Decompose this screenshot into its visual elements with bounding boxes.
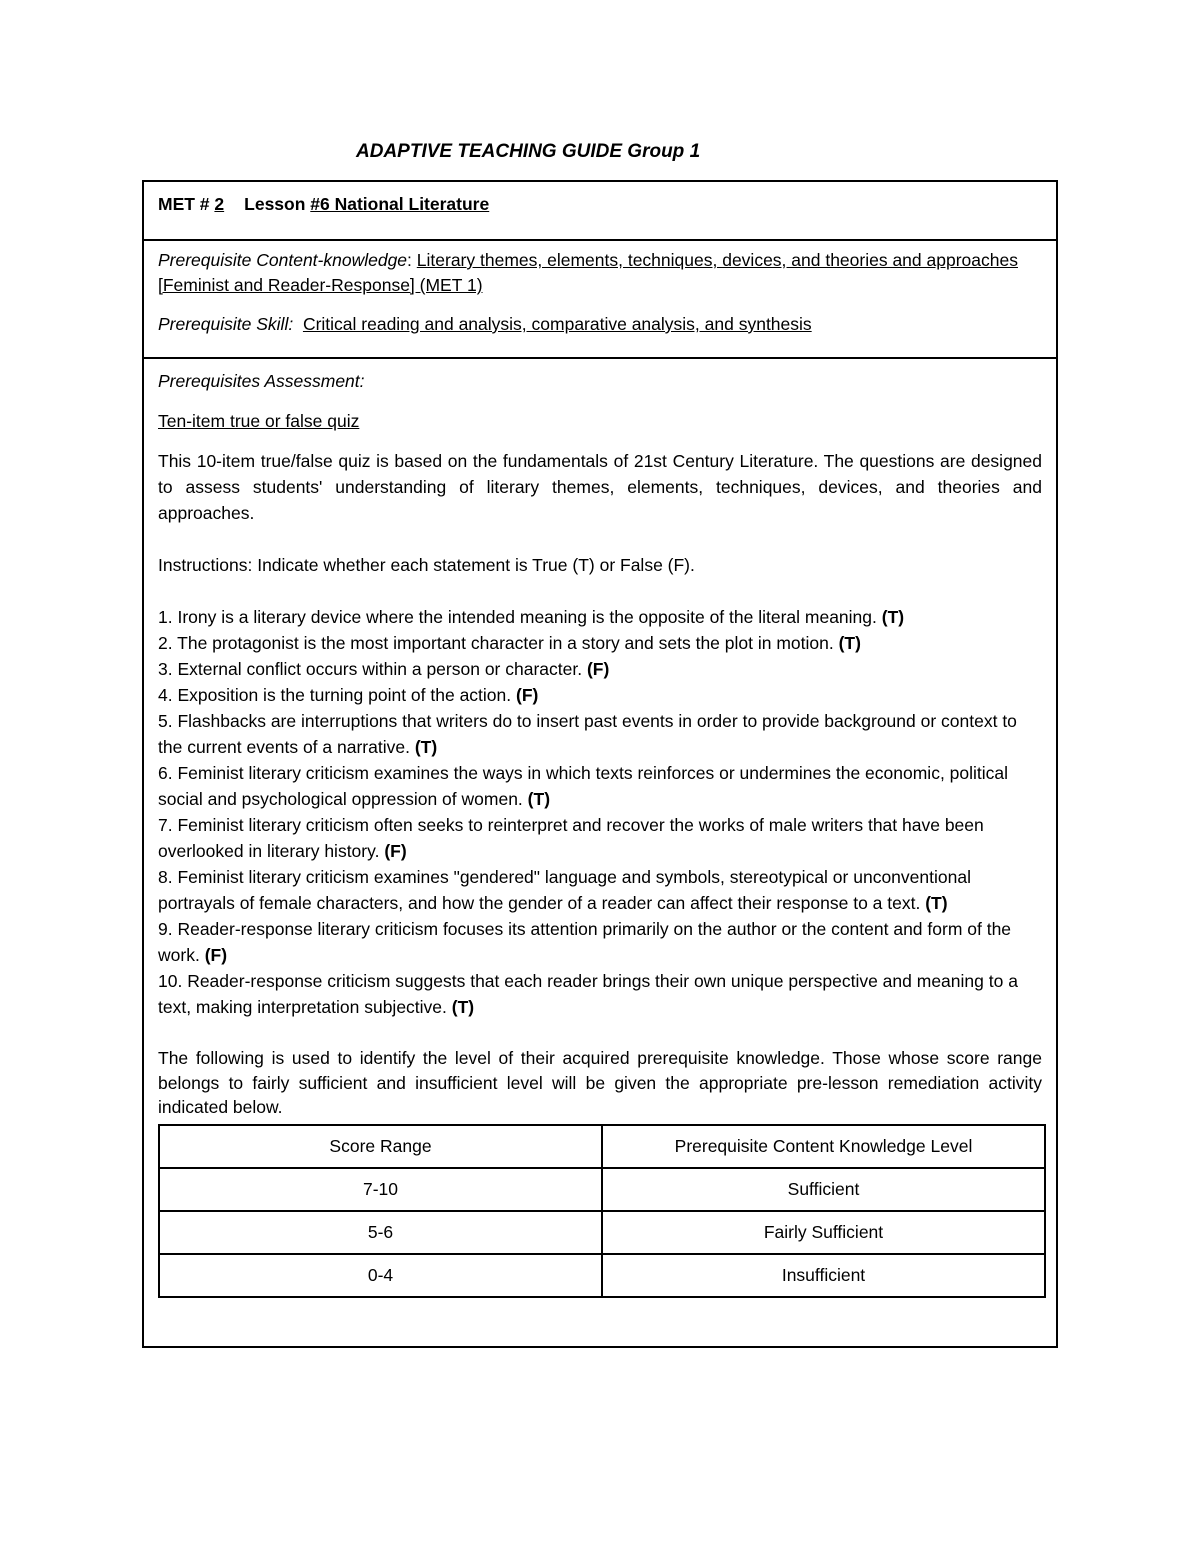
table-cell-score: 5-6 xyxy=(159,1211,602,1254)
prerequisite-content-label: Prerequisite Content-knowledge xyxy=(158,250,408,270)
question-item xyxy=(158,708,1042,760)
question-text: 1. Irony is a literary device where the intended meaning is the opposite of the literal meaning. xyxy=(158,607,877,627)
lesson-label: Lesson xyxy=(244,194,311,214)
prerequisite-skill-value: Critical reading and analysis, comparative analysis, and synthesis xyxy=(302,314,812,334)
table-cell-level: Sufficient xyxy=(602,1168,1045,1211)
prerequisite-content: Prerequisite Content-knowledge: Literary themes, elements, techniques, devices, and theories and approaches [Feminist and Reader-Response] (MET 1) xyxy=(158,250,1018,295)
table-header-cell: Prerequisite Content Knowledge Level xyxy=(602,1125,1045,1168)
table-cell-score: 0-4 xyxy=(159,1254,602,1297)
table-header-row xyxy=(159,1125,1045,1168)
question-item xyxy=(158,812,1042,864)
question-answer: (T) xyxy=(527,789,551,809)
question-text: 3. External conflict occurs within a person or character. xyxy=(158,659,583,679)
lesson-header xyxy=(144,182,1056,241)
prerequisite-skill-label: Prerequisite Skill: xyxy=(158,314,294,334)
question-answer: (T) xyxy=(925,893,948,913)
question-text: 4. Exposition is the turning point of the action. xyxy=(158,685,512,705)
document-title: ADAPTIVE TEACHING GUIDE Group 1 xyxy=(356,141,701,162)
question-text: 7. Feminist literary criticism often seeks to reinterpret and recover the works of male writers that have been overlooked in literary history. xyxy=(158,815,984,861)
question-item xyxy=(158,968,1042,1020)
quiz-description: This 10-item true/false quiz is based on the fundamentals of 21st Century Literature. The questions are designed to assess students' understanding of literary themes, elements, techniques, devices, and theories and approaches. xyxy=(158,451,1042,523)
question-item xyxy=(158,604,1042,630)
prerequisites-section xyxy=(144,241,1056,359)
question-text: 2. The protagonist is the most important character in a story and sets the plot in motion. xyxy=(158,633,834,653)
question-answer: (T) xyxy=(451,997,475,1017)
guide-frame xyxy=(142,180,1058,1348)
question-item xyxy=(158,760,1042,812)
question-answer: (F) xyxy=(384,841,407,861)
question-item xyxy=(158,682,1042,708)
question-item xyxy=(158,630,1042,656)
table-cell-level: Insufficient xyxy=(602,1254,1045,1297)
question-item xyxy=(158,864,1042,916)
question-list xyxy=(158,604,1042,1020)
question-answer: (T) xyxy=(838,633,861,653)
prerequisite-content-value: Literary themes, elements, techniques, devices, and theories and approaches [Feminist and Reader-Response] (MET 1) xyxy=(158,250,1018,295)
question-text: 9. Reader-response literary criticism focuses its attention primarily on the author or the content and form of the work. xyxy=(158,919,1012,965)
met-label: MET # xyxy=(158,194,215,214)
table-cell-level: Fairly Sufficient xyxy=(602,1211,1045,1254)
prerequisite-skill xyxy=(158,312,1042,337)
question-answer: (F) xyxy=(586,659,610,679)
question-text: 6. Feminist literary criticism examines the ways in which texts reinforces or undermines the economic, political social and psychological oppression of women. xyxy=(158,763,1009,809)
question-item xyxy=(158,656,1042,682)
assessment-section xyxy=(144,359,1056,1346)
quiz-instructions: Instructions: Indicate whether each statement is True (T) or False (F). xyxy=(158,555,695,575)
question-answer: (F) xyxy=(204,945,228,965)
question-text: 10. Reader-response criticism suggests that each reader brings their own unique perspective and meaning to a text, making interpretation subjective. xyxy=(158,971,1018,1017)
table-row xyxy=(159,1254,1045,1297)
score-table xyxy=(158,1124,1046,1298)
table-header-cell: Score Range xyxy=(159,1125,602,1168)
assessment-label: Prerequisites Assessment: xyxy=(158,371,365,391)
question-answer: (T) xyxy=(881,607,905,627)
question-answer: (T) xyxy=(414,737,438,757)
score-summary: The following is used to identify the level of their acquired prerequisite knowledge. Those whose score range belongs to fairly sufficient and insufficient level will be given the appropriate pre-lesson remediation activity indicated below. xyxy=(158,1048,1042,1117)
question-text: 5. Flashbacks are interruptions that writers do to insert past events in order to provide background or context to the current events of a narrative. xyxy=(158,711,1017,757)
table-row xyxy=(159,1168,1045,1211)
quiz-type: Ten-item true or false quiz xyxy=(158,411,360,431)
met-number: 2 xyxy=(214,194,225,214)
table-row xyxy=(159,1211,1045,1254)
question-text: 8. Feminist literary criticism examines "gendered" language and symbols, stereotypical or unconventional portrayals of female characters, and how the gender of a reader can affect their response to a text. xyxy=(158,867,971,913)
question-answer: (F) xyxy=(516,685,539,705)
table-cell-score: 7-10 xyxy=(159,1168,602,1211)
lesson-name: #6 National Literature xyxy=(310,194,490,214)
question-item xyxy=(158,916,1042,968)
